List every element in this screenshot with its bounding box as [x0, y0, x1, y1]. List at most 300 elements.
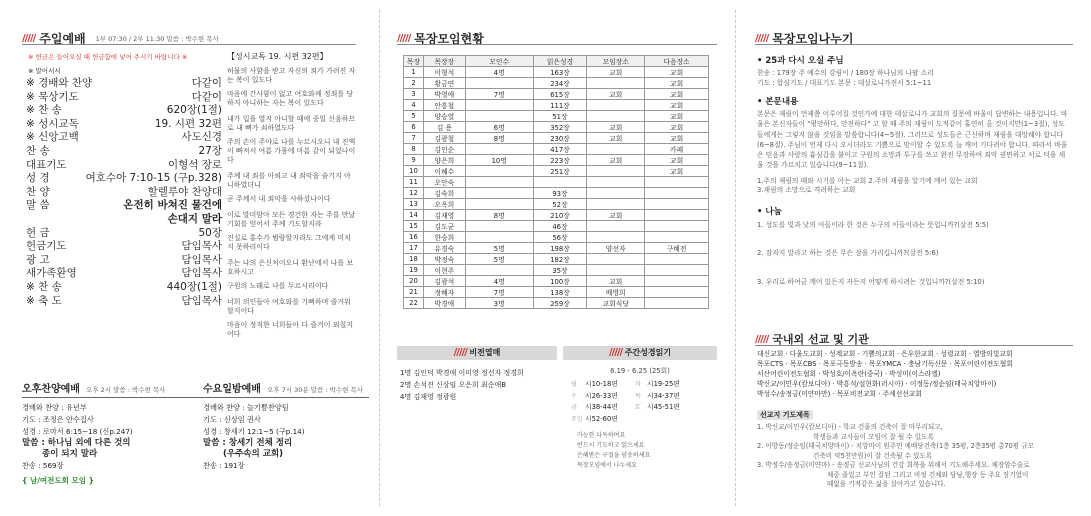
- worship-row-value: 담임목사: [181, 240, 222, 253]
- table-cell: [645, 287, 709, 298]
- table-cell: [465, 144, 533, 155]
- table-cell: [645, 188, 709, 199]
- table-cell: 234장: [533, 78, 587, 89]
- table-cell: 14: [404, 210, 424, 221]
- table-cell: 양승열: [423, 111, 465, 122]
- afternoon-header: [22, 380, 212, 398]
- table-cell: 교회: [587, 89, 645, 100]
- table-cell: 111장: [533, 100, 587, 111]
- table-cell: 35장: [533, 265, 587, 276]
- table-cell: 교회: [587, 276, 645, 287]
- table-cell: 안흥철: [423, 100, 465, 111]
- afternoon-line: 기도 : 조정은 안수집사: [22, 415, 94, 424]
- afternoon-lines: [22, 402, 212, 472]
- prayer-list: [757, 423, 1073, 490]
- mission-line: 박성수/송정금(미얀마만) · 목포비전교회 · 주세선선교회: [757, 390, 923, 398]
- weekly-days: [563, 379, 717, 425]
- table-cell: 1: [404, 67, 424, 78]
- table-cell: 카페: [645, 144, 709, 155]
- table-cell: [465, 166, 533, 177]
- worship-row-value: 이형석 장로: [167, 158, 222, 171]
- column-header: 읽은성경: [533, 56, 587, 67]
- weekly-day-cell: 수: [571, 392, 577, 400]
- weekly-day-cell: 금: [571, 404, 577, 411]
- afternoon-line: 찬송 : 569장: [22, 461, 64, 470]
- table-cell: 138장: [533, 287, 587, 298]
- table-row: [404, 221, 709, 232]
- verse: 마음에 간사함이 없고 여호와께 정죄를 당하지 아니하는 자는 복이 있도다: [227, 90, 354, 107]
- right-column: [755, 0, 1073, 516]
- column-divider: [735, 10, 736, 506]
- prayer-line: 체중 줄었고 부인 잘된 그리고 비정 건체와 담낭,행장 등 주요 장기었이: [827, 470, 1029, 479]
- table-cell: [533, 177, 587, 188]
- weekly-day-cell: 시19-25편: [647, 380, 680, 388]
- weekly-day-row: [571, 414, 717, 426]
- weekly-day-cell: 주일: [571, 415, 583, 423]
- worship-row-label: 헌금기도: [26, 240, 67, 253]
- table-cell: 교회: [645, 122, 709, 133]
- discuss-title: • 나눔: [757, 206, 782, 217]
- prayer-line: 건축비 약5천만원)이 잘 건축될 수 있도록: [813, 451, 933, 460]
- table-cell: [645, 232, 709, 243]
- verse: 주는 나의 은신처이오니 환난에서 나를 보호하시고: [227, 259, 354, 276]
- table-cell: 259장: [533, 298, 587, 309]
- worship-row-label: ※ 신앙고백: [26, 131, 79, 144]
- worship-row-value: 담임목사: [181, 267, 222, 280]
- vision-lines: [397, 367, 557, 403]
- weekly-day-cell: 토: [635, 404, 641, 411]
- weekly-reading: [563, 346, 717, 471]
- table-cell: 210장: [533, 210, 587, 221]
- table-cell: 16: [404, 232, 424, 243]
- wednesday-line: 말씀 : 창세기 전체 정리: [203, 438, 293, 448]
- table-cell: 251장: [533, 166, 587, 177]
- table-cell: 교회: [645, 78, 709, 89]
- table-cell: 22: [404, 298, 424, 309]
- table-cell: 오옥희: [423, 199, 465, 210]
- worship-row-value: 할렐루야 찬양대: [147, 185, 222, 198]
- weekly-note: 반드시 기도하고 읽으세요: [577, 442, 645, 449]
- wednesday-info: 오후 7시 30분 말씀 : 박수현 목사: [266, 386, 364, 394]
- wednesday-lines: [203, 402, 369, 472]
- table-row: [404, 78, 709, 89]
- table-cell: 4명: [465, 67, 533, 78]
- worship-row-label: ※ 묵상기도: [26, 90, 79, 103]
- column-header: 목장: [404, 56, 424, 67]
- table-cell: 교회: [645, 67, 709, 78]
- table-cell: 223장: [533, 155, 587, 166]
- wednesday-service: [203, 380, 369, 472]
- table-cell: [587, 166, 645, 177]
- afternoon-info: 오후 2시 말씀 : 박수현 목사: [85, 386, 166, 394]
- weekly-day-cell: 시10-18편: [585, 380, 618, 388]
- weekly-day-cell: 시26-33편: [585, 391, 618, 400]
- table-cell: 박정숙: [423, 254, 465, 265]
- header-rule: [22, 44, 356, 45]
- table-cell: [587, 254, 645, 265]
- table-cell: 17: [404, 243, 424, 254]
- table-cell: 교회: [587, 155, 645, 166]
- weekly-day-row: [571, 402, 717, 414]
- table-cell: 교회: [587, 133, 645, 144]
- table-cell: 박영애: [423, 89, 465, 100]
- discussion-question: 3. 우리로 하여금 깨어 있든지 자든지 어떻게 하시려는 것입니까?(살전 5:10): [757, 277, 985, 286]
- afternoon-line: 종이 되지 말라: [42, 449, 98, 459]
- table-cell: [587, 100, 645, 111]
- table-cell: 93장: [533, 188, 587, 199]
- content-title: • 본문내용: [757, 97, 799, 107]
- table-cell: 19: [404, 265, 424, 276]
- wednesday-line: 기도 : 신상임 권사: [203, 415, 261, 424]
- slash-ornament: /////: [755, 33, 769, 44]
- table-cell: 4명: [465, 276, 533, 287]
- table-cell: [645, 177, 709, 188]
- worship-row-label: 헌 금: [26, 226, 50, 239]
- table-cell: 교회: [587, 67, 645, 78]
- table-cell: 이현주: [423, 265, 465, 276]
- weekly-day-cell: 목: [635, 392, 641, 400]
- vision-line: 1명 김인덕 박경애 이미영 정선자 정경희: [400, 369, 524, 377]
- prayer-line: 1. 박신교/이민우(캄보디아) - 학교 건물의 건축이 잘 마무리되고,: [757, 423, 943, 431]
- mission-line: 서산어린이전도협회 · 박성호/이옥란(중국) · 박성미(이스라엘): [757, 370, 941, 378]
- column-header: 다음장소: [645, 56, 709, 67]
- slash-ornament: /////: [755, 333, 769, 345]
- worship-row-label: 찬 양: [26, 185, 50, 198]
- table-cell: 양은희: [423, 155, 465, 166]
- table-cell: 교회: [645, 100, 709, 111]
- table-row: [404, 166, 709, 177]
- table-cell: 2: [404, 78, 424, 89]
- weekly-day-cell: 시34-37편: [647, 391, 680, 400]
- worship-row-label: ※ 찬 송: [26, 104, 62, 117]
- fellowship-event: { 남/여전도회 모임 }: [22, 476, 94, 485]
- prayer-label: 선교지 기도제목: [757, 410, 813, 420]
- wednesday-line: 경배와 찬양 : 늘기쁨찬양팀: [203, 403, 289, 412]
- verse-list: [227, 67, 357, 339]
- table-cell: [465, 188, 533, 199]
- table-cell: 13: [404, 199, 424, 210]
- slash-ornament: /////: [608, 347, 625, 358]
- worship-row: [26, 281, 222, 295]
- verse: 내가 입을 열지 아니할 때에 종일 신음하므로 내 뼈가 쇠하였도다: [227, 115, 356, 132]
- missions-title: 국내외 선교 및 기관: [772, 333, 869, 346]
- table-cell: 100장: [533, 276, 587, 287]
- afternoon-line: 말씀 : 하나님 외에 다른 것의: [22, 438, 131, 448]
- prayer-line: 3. 박정수/송정금(미얀마) - 송정금 선교사님의 건강 회복을 위해서 기도해주세요. 체장암수술로: [757, 461, 1030, 469]
- worship-info: 1부 07:30 / 2부 11:30 말씀 : 박수현 목사: [95, 35, 219, 43]
- table-cell: [645, 298, 709, 309]
- table-cell: 오안숙: [423, 177, 465, 188]
- table-row: [404, 243, 709, 254]
- worship-row-label: ※ 경배와 찬양: [26, 77, 93, 89]
- worship-row-value: 온전히 바쳐진 물건에: [123, 199, 222, 212]
- table-row: [404, 265, 709, 276]
- mission-line: 목포CTS · 목포CBS · 목포극동방송 · 목포YMCA · 충남기독신문 · 목포어린이전도협회: [757, 360, 1013, 368]
- table-cell: 3명: [465, 298, 533, 309]
- table-cell: 교회식당: [587, 298, 645, 309]
- worship-row-value: 27장: [198, 144, 222, 157]
- table-cell: [465, 232, 533, 243]
- verse: 너희 의인들아 여호와를 기뻐하며 즐거워할지어다: [227, 298, 351, 315]
- table-cell: 198장: [533, 243, 587, 254]
- verse: 주께 내 죄를 아뢰고 내 죄악을 숨기지 아니하였더니: [227, 172, 351, 189]
- table-cell: 6명: [465, 122, 533, 133]
- table-cell: 230장: [533, 133, 587, 144]
- lesson-points: [757, 177, 1069, 196]
- weekly-day-row: [571, 391, 717, 403]
- verse: 곧 주께서 내 죄악을 사하셨나이다: [227, 195, 331, 203]
- afternoon-service: [22, 380, 212, 486]
- weekly-dates: 6.19 - 6.25 (25회): [610, 367, 670, 375]
- table-cell: 7명: [465, 287, 533, 298]
- prelude: ※ 말어서서: [28, 67, 61, 75]
- wednesday-header: [203, 380, 369, 398]
- worship-row: [26, 199, 222, 213]
- table-cell: 황금연: [423, 78, 465, 89]
- table-row: [404, 144, 709, 155]
- worship-row-label: 성 경: [26, 172, 50, 185]
- table-cell: [645, 199, 709, 210]
- table-row: [404, 199, 709, 210]
- lesson-point: 1.주의 재림의 때와 시기를 아는 교회 2.주의 재림을 알기에 깨어 있는 교회: [757, 176, 978, 185]
- worship-row-label: ※ 성시교독: [26, 117, 79, 130]
- worship-row: [26, 131, 222, 145]
- weekly-notes: [563, 431, 717, 471]
- table-cell: 유경숙: [423, 243, 465, 254]
- table-cell: 김도균: [423, 221, 465, 232]
- table-cell: 5: [404, 111, 424, 122]
- header-rule: [397, 44, 717, 45]
- table-header-row: [404, 56, 709, 67]
- responsive-reading: [227, 51, 357, 346]
- worship-row: [26, 77, 222, 91]
- worship-row: [26, 267, 222, 281]
- worship-row-label: 찬 송: [26, 144, 50, 157]
- table-cell: 6: [404, 122, 424, 133]
- worship-row-value: 담임목사: [181, 253, 222, 266]
- table-row: [404, 287, 709, 298]
- table-cell: 352장: [533, 122, 587, 133]
- worship-row-value: 440장(1절): [166, 280, 222, 293]
- vision-header: [397, 346, 557, 360]
- vision-line: 4명 김재영 정광원: [400, 393, 457, 401]
- verse: 진실로 홍수가 범람할지라도 그에게 미치지 못하리이다: [227, 234, 351, 251]
- table-cell: [587, 144, 645, 155]
- middle-column: [397, 0, 717, 516]
- table-cell: [645, 210, 709, 221]
- table-cell: 52장: [533, 199, 587, 210]
- table-cell: 교회: [645, 133, 709, 144]
- table-cell: [587, 199, 645, 210]
- header-rule: [755, 345, 1073, 346]
- slash-ornament: /////: [22, 33, 36, 44]
- table-cell: [587, 177, 645, 188]
- offering-notice: ※ 헌금은 들어오실 때 헌금함에 넣어 주시기 바랍니다 ※: [28, 53, 188, 61]
- weekly-header: [563, 346, 717, 360]
- table-cell: [645, 221, 709, 232]
- table-cell: [465, 265, 533, 276]
- worship-row-label: 말 씀: [26, 199, 50, 212]
- weekly-day-cell: 차: [635, 381, 641, 388]
- discussion-questions: [757, 221, 1069, 288]
- table-cell: 7: [404, 133, 424, 144]
- table-cell: 3: [404, 89, 424, 100]
- verse: 허물의 사함을 받고 자신의 죄가 가려진 자는 복이 있도다: [227, 67, 356, 84]
- vision-title: 비전열매: [469, 348, 501, 357]
- table-cell: 8명: [465, 210, 533, 221]
- order-of-worship: [26, 77, 222, 308]
- table-cell: 8: [404, 144, 424, 155]
- verse: 이로 말미암아 모든 경건한 자는 주를 만날 기회를 얻어서 주께 기도할지라: [227, 211, 356, 228]
- lesson-hymn: 찬송 : 179장 주 예수의 강림이 / 180장 하나님의 나팔 소리: [757, 69, 934, 77]
- table-cell: 김숙희: [423, 188, 465, 199]
- table-cell: 김재영: [423, 210, 465, 221]
- table-cell: [587, 221, 645, 232]
- cells-table: [403, 55, 709, 309]
- table-row: [404, 188, 709, 199]
- slash-ornament: /////: [397, 33, 411, 44]
- worship-title: 주일예배: [39, 32, 86, 46]
- table-cell: 21: [404, 287, 424, 298]
- worship-row-value: 여호수아 7:10-15 (구p.328): [85, 172, 222, 185]
- table-cell: 8명: [465, 133, 533, 144]
- lesson-point: 3.재림의 소망으로 격려하는 교회: [757, 186, 856, 195]
- table-cell: 7명: [465, 89, 533, 100]
- worship-row: [26, 91, 222, 105]
- table-row: [404, 232, 709, 243]
- table-cell: [645, 254, 709, 265]
- worship-row-label: 대표기도: [26, 158, 67, 171]
- prayer-line: 때없을 기적같은 삶을 살아가고 있습니다.: [827, 480, 946, 488]
- mission-prayers: [757, 402, 1073, 490]
- header-rule: [755, 44, 1073, 45]
- table-cell: 교회: [645, 155, 709, 166]
- weekly-day-row: [571, 379, 717, 391]
- weekly-title: 주간성경읽기: [624, 348, 672, 357]
- table-cell: 김인순: [423, 144, 465, 155]
- table-cell: [465, 111, 533, 122]
- table-cell: 교회: [645, 166, 709, 177]
- worship-row-label: ※ 축 도: [26, 294, 62, 307]
- worship-row: [26, 295, 222, 309]
- wednesday-line: 성경 : 창세기 12:1~5 (구p.14): [203, 427, 305, 436]
- mission-partners: [757, 349, 1073, 399]
- table-cell: 이혜수: [423, 166, 465, 177]
- table-cell: [465, 100, 533, 111]
- table-row: [404, 298, 709, 309]
- content-text: 본문은 재림이 언제쯤 이루어질 것인가에 대한 데살로니가 교회의 질문에 바울이 답변하는 내용입니다. 바울은 본신자들이 "평안하다, 안전하다" 고 할 때 주의 재림이 도적같이 홀연히 올 것이지만(1~3절), 성도들에게는 그렇지 않을 것임을 말씀합니다(4~5절). 그러므로 성도들은 근신하며 재림을 대망해야 합니다(6~8절). 주님이 언제 다시 오시더라도 기쁨으로 맞이할 수 있도록 늘 깨어 기다려야 합니다. 따라서 바울은 믿음과 사랑의 흉심갑을 붙이고 구원의 소망과 투구를 쓰고 완전 무장하여 죄악 권면하고 서로 덕을 세울 것을 가르치고 있습니다(9~11절).: [757, 110, 1068, 170]
- table-cell: 교회: [587, 122, 645, 133]
- weekly-note: 가능한 다독하여요: [577, 432, 626, 439]
- table-cell: 10명: [465, 155, 533, 166]
- table-cell: [645, 276, 709, 287]
- table-cell: 한승희: [423, 232, 465, 243]
- column-header: 모인수: [465, 56, 533, 67]
- verse: 마음이 정직한 너희들아 다 즐거이 외칠지어다: [227, 321, 354, 338]
- table-cell: 15: [404, 221, 424, 232]
- table-cell: 이형석: [423, 67, 465, 78]
- verse: 주의 손이 주야로 나를 누르시오니 내 진액이 빠져서 여름 가뭄에 마름 같이 되었나이다: [227, 138, 356, 164]
- worship-row: [26, 172, 222, 186]
- table-cell: 교회: [645, 111, 709, 122]
- table-row: [404, 177, 709, 188]
- table-cell: [587, 78, 645, 89]
- table-row: [404, 111, 709, 122]
- table-cell: [587, 111, 645, 122]
- worship-row-value: 담임목사: [181, 294, 222, 307]
- table-row: [404, 122, 709, 133]
- table-cell: 김 용: [423, 122, 465, 133]
- weekly-note: 은혜받은 구절을 암송하세요: [577, 452, 651, 459]
- table-cell: 5명: [465, 243, 533, 254]
- worship-row-value: 19. 시편 32편: [154, 117, 222, 130]
- vision-line: 2명 손석진 신상임 오은희 최순애B: [400, 381, 507, 389]
- wednesday-title: 수요일밤예배: [203, 384, 261, 395]
- weekly-day-cell: 시52-60편: [585, 414, 618, 423]
- afternoon-line: 경배와 찬양 : 유년부: [22, 403, 87, 412]
- wednesday-line: (우주속의 교회): [223, 449, 283, 459]
- left-column: [22, 0, 364, 516]
- table-cell: 박경애: [423, 298, 465, 309]
- worship-row-label: ※ 찬 송: [26, 280, 62, 293]
- table-cell: 10: [404, 166, 424, 177]
- worship-row-value: 손대지 말라: [167, 212, 222, 225]
- column-header: 모임장소: [587, 56, 645, 67]
- worship-row-value: 다같이: [191, 90, 222, 103]
- cells-title: 목장모임현황: [414, 32, 484, 46]
- worship-row: [26, 145, 222, 159]
- worship-row: [26, 227, 222, 241]
- weekly-day-cell: 시45-51편: [647, 403, 680, 411]
- wednesday-line: 찬송 : 191장: [203, 461, 245, 470]
- table-cell: 김광철: [423, 133, 465, 144]
- worship-row-value: 620장(1절): [166, 104, 222, 117]
- table-row: [404, 89, 709, 100]
- table-cell: [465, 199, 533, 210]
- weekly-day-cell: [647, 414, 697, 426]
- worship-row-value: 사도신경: [181, 131, 222, 144]
- table-cell: 양선자: [587, 243, 645, 254]
- worship-row: [26, 186, 222, 200]
- table-cell: 구혜전: [645, 243, 709, 254]
- afternoon-line: 성경 : 로마서 6:15~18 (신p.247): [22, 427, 133, 436]
- weekly-day-cell: 시38-44편: [585, 403, 618, 411]
- table-cell: 417장: [533, 144, 587, 155]
- table-row: [404, 133, 709, 144]
- worship-row: [26, 240, 222, 254]
- table-cell: 4: [404, 100, 424, 111]
- worship-row: [26, 213, 222, 227]
- table-row: [404, 210, 709, 221]
- table-cell: 20: [404, 276, 424, 287]
- prayer-line: 학생들과 교사들이 모임이 잘 될 수 있도록: [813, 432, 934, 441]
- table-cell: [587, 232, 645, 243]
- table-row: [404, 276, 709, 287]
- table-cell: [587, 188, 645, 199]
- table-cell: 배영희: [587, 287, 645, 298]
- table-cell: [465, 177, 533, 188]
- table-row: [404, 100, 709, 111]
- table-row: [404, 254, 709, 265]
- worship-row-label: 새가족환영: [26, 267, 77, 280]
- table-cell: 615장: [533, 89, 587, 100]
- mission-line: 대신교회 · 다울도교회 · 성계교회 · 기쁨의교회 · 은우한교회 · 성령교회 · 열방의빛교회: [757, 350, 1013, 358]
- worship-row-label: 광 고: [26, 253, 50, 266]
- prayer-line: 2. 이방동/정순임(태국치앙마이) - 치앙마이 원주민 예배당건축(1층 35평, 2층35평 총70평 규모: [757, 442, 1034, 450]
- table-cell: [645, 265, 709, 276]
- table-cell: 9: [404, 155, 424, 166]
- table-cell: 김광석: [423, 276, 465, 287]
